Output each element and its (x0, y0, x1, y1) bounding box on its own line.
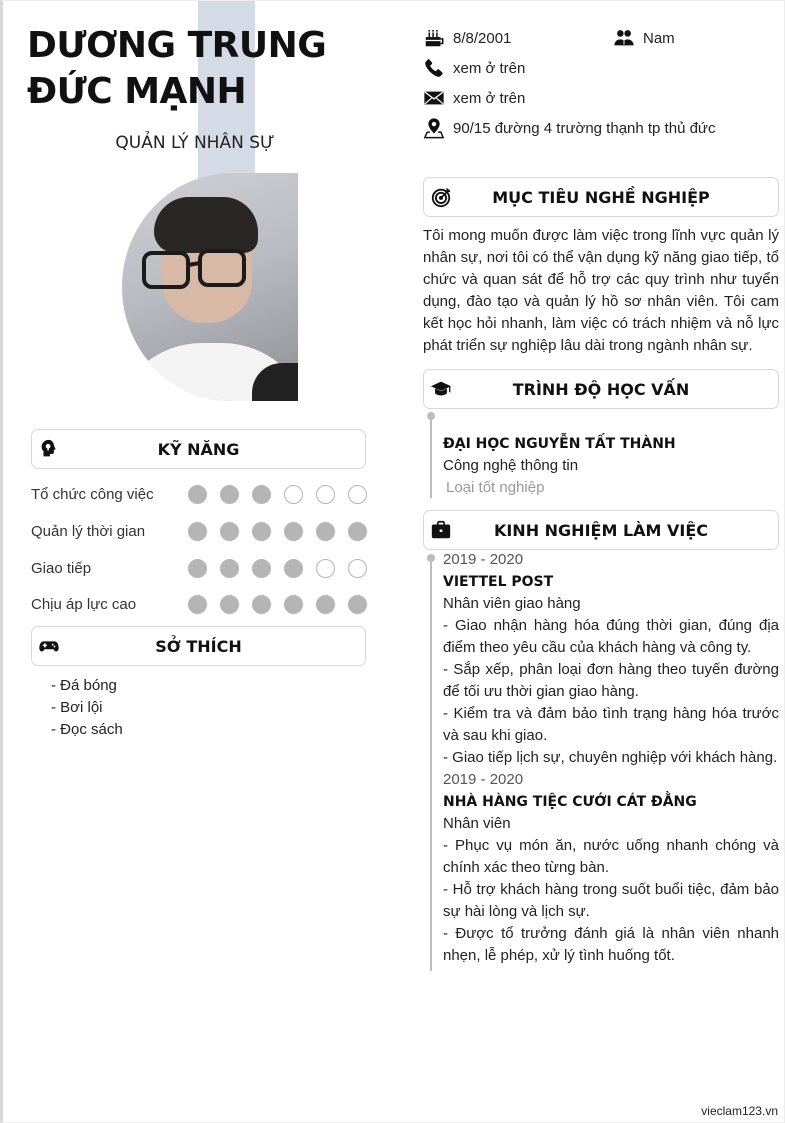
rating-dot-filled (284, 522, 303, 541)
objective-header (423, 177, 779, 217)
skill-row (31, 556, 367, 580)
rating-dot-empty (284, 485, 303, 504)
skill-name: Giao tiếp (31, 559, 92, 577)
lightbulb-head-icon (38, 438, 60, 460)
skill-rating (188, 522, 367, 541)
rating-dot-filled (348, 522, 367, 541)
briefcase-icon (430, 519, 452, 541)
job-role: Nhân viên giao hàng (443, 595, 581, 612)
gamepad-icon (38, 635, 60, 657)
rating-dot-filled (220, 559, 239, 578)
skills-title: KỸ NĂNG (157, 439, 240, 459)
skills-header (31, 429, 366, 469)
job-role: Nhân viên (443, 815, 511, 832)
job-task: - Phục vụ món ăn, nước uống nhanh chóng và chính xác theo từng bàn. (443, 837, 779, 876)
rating-dot-filled (252, 559, 271, 578)
cake-icon (423, 27, 445, 49)
phone-row (423, 57, 525, 79)
rating-dot-empty (316, 485, 335, 504)
rating-dot-filled (220, 485, 239, 504)
education-header (423, 369, 779, 409)
school-name: ĐẠI HỌC NGUYỄN TẤT THÀNH (443, 436, 676, 452)
job-entry (443, 769, 779, 967)
rating-dot-filled (220, 595, 239, 614)
skill-rating (188, 485, 367, 504)
graduation-cap-icon (430, 378, 452, 400)
target-icon (430, 186, 452, 208)
phone-icon (423, 57, 445, 79)
education-title: TRÌNH ĐỘ HỌC VẤN (512, 379, 690, 399)
skill-row (31, 592, 367, 616)
job-title: QUẢN LÝ NHÂN SỰ (115, 133, 275, 153)
job-task: - Sắp xếp, phân loại đơn hàng theo tuyến đường để tối ưu thời gian giao hàng. (443, 661, 779, 700)
company-name: NHÀ HÀNG TIỆC CƯỚI CÁT ĐẰNG (443, 794, 697, 810)
experience-header (423, 510, 779, 550)
rating-dot-filled (252, 485, 271, 504)
graduation-grade: Loại tốt nghiệp (446, 479, 545, 496)
rating-dot-filled (348, 595, 367, 614)
hobbies-header (31, 626, 366, 666)
job-task: - Kiểm tra và đảm bảo tình trạng hàng hóa trước và sau khi giao. (443, 705, 779, 744)
photo-glasses (138, 247, 250, 293)
rating-dot-empty (316, 559, 335, 578)
objective-text: Tôi mong muốn được làm việc trong lĩnh vực quản lý nhân sự, nơi tôi có thể vận dụng kỹ năng giao tiếp, tổ chức và quan sát để hỗ trợ các quy trình như tuyển dụng, đào tạo và quản lý hồ sơ nhân viên. Tôi cam kết học hỏi nhanh, làm việc có trách nhiệm và nỗ lực phát triển sự nghiệp lâu dài trong ngành nhân sự. (423, 227, 779, 354)
rating-dot-filled (284, 595, 303, 614)
education-entry (443, 433, 779, 499)
birthday-row (423, 27, 511, 49)
footer-brand: vieclam123.vn (701, 1104, 778, 1118)
address-row (423, 117, 715, 139)
experience-title: KINH NGHIỆM LÀM VIỆC (493, 520, 709, 540)
envelope-icon (423, 87, 445, 109)
rating-dot-filled (188, 485, 207, 504)
email-row (423, 87, 525, 109)
experience-entries (443, 549, 779, 967)
skill-row (31, 482, 367, 506)
rating-dot-filled (188, 522, 207, 541)
major: Công nghệ thông tin (443, 457, 579, 474)
hobby-item: - Đá bóng (51, 677, 117, 694)
job-task: - Giao tiếp lịch sự, chuyên nghiệp với khách hàng. (443, 749, 778, 766)
rating-dot-filled (188, 559, 207, 578)
job-period: 2019 - 2020 (443, 551, 524, 568)
name-line-2: ĐỨC MẠNH (27, 71, 247, 112)
job-task: - Hỗ trợ khách hàng trong suốt buổi tiệc, đảm bảo sự hài lòng và lịch sự. (443, 881, 779, 920)
gender-row (613, 27, 675, 49)
job-task: - Giao nhận hàng hóa đúng thời gian, đúng địa điểm theo yêu cầu của khách hàng và công ty. (443, 617, 779, 656)
job-period: 2019 - 2020 (443, 771, 524, 788)
rating-dot-empty (348, 485, 367, 504)
rating-dot-filled (252, 595, 271, 614)
phone-value: xem ở trên (453, 59, 526, 77)
hobby-item: - Đọc sách (51, 721, 123, 738)
people-icon (613, 27, 635, 49)
skill-rating (188, 595, 367, 614)
job-task: - Được tổ trưởng đánh giá là nhân viên nhanh nhẹn, lễ phép, xử lý tình huống tốt. (443, 925, 779, 964)
rating-dot-filled (316, 522, 335, 541)
gender-value: Nam (643, 29, 675, 47)
hobbies-title: SỞ THÍCH (155, 636, 242, 656)
job-entry (443, 549, 779, 769)
skill-name: Tổ chức công việc (31, 485, 154, 503)
skill-rating (188, 559, 367, 578)
rating-dot-filled (284, 559, 303, 578)
skill-row (31, 519, 367, 543)
hobby-item: - Bơi lội (51, 699, 103, 716)
map-pin-icon (423, 117, 445, 139)
experience-timeline (430, 557, 432, 971)
birthday-value: 8/8/2001 (453, 29, 512, 47)
photo-hair (154, 197, 258, 253)
name-line-1: DƯƠNG TRUNG (27, 25, 327, 66)
education-timeline-dot (427, 412, 435, 420)
address-value: 90/15 đường 4 trường thạnh tp thủ đức (453, 119, 716, 137)
company-name: VIETTEL POST (443, 574, 554, 590)
objective-title: MỤC TIÊU NGHỀ NGHIỆP (492, 187, 710, 207)
rating-dot-filled (252, 522, 271, 541)
experience-timeline-dot (427, 554, 435, 562)
full-name (27, 23, 387, 115)
education-timeline (430, 416, 432, 498)
rating-dot-filled (188, 595, 207, 614)
rating-dot-filled (220, 522, 239, 541)
rating-dot-empty (348, 559, 367, 578)
rating-dot-filled (316, 595, 335, 614)
skill-name: Chịu áp lực cao (31, 595, 137, 613)
email-value: xem ở trên (453, 89, 526, 107)
skill-name: Quản lý thời gian (31, 522, 146, 540)
profile-photo (122, 173, 298, 401)
